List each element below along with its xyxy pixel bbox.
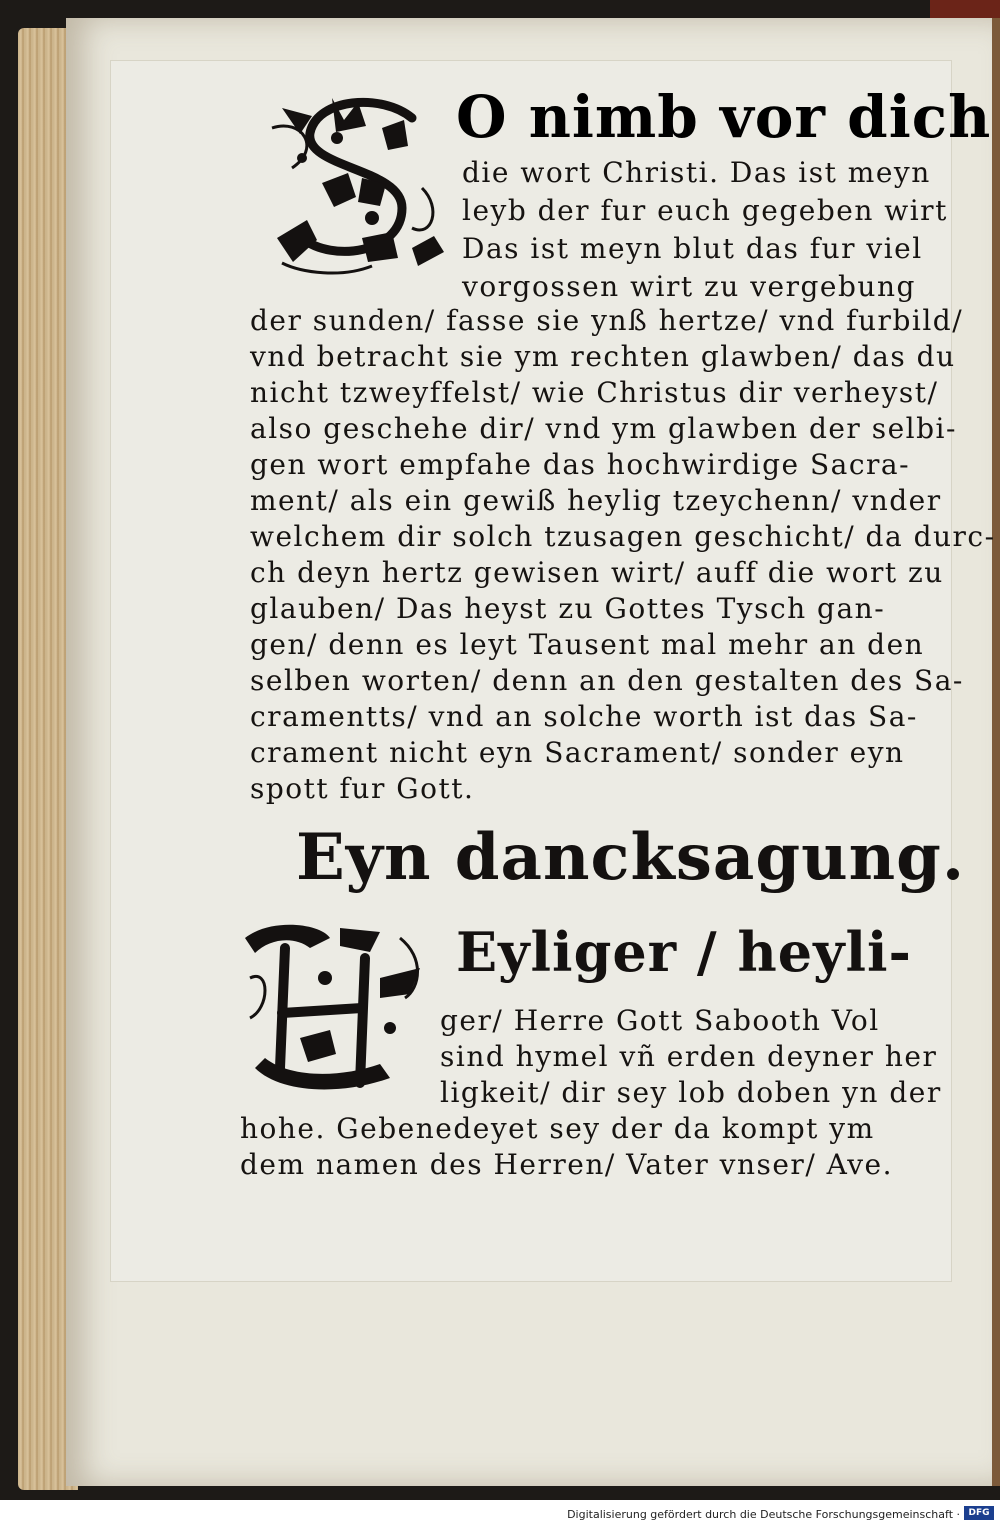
text-line: ch deyn hertz gewisen wirt/ auff die wort zu	[250, 556, 944, 589]
text-line: sind hymel vñ erden deyner her	[440, 1040, 938, 1073]
text-line: ger/ Herre Gott Sabooth Vol	[440, 1004, 880, 1037]
decorated-initial-h-image	[240, 918, 430, 1098]
text-line: selben worten/ denn an den gestalten des Sa-	[250, 664, 964, 697]
decorated-initial-s-image	[262, 88, 452, 280]
section-headline: Eyliger / heyli-	[456, 920, 912, 984]
text-line: hohe. Gebenedeyet sey der da kompt ym	[240, 1112, 875, 1145]
text-line: leyb der fur euch gegeben wirt	[462, 194, 948, 227]
book-binding-edge	[992, 18, 1000, 1486]
text-line: crament nicht eyn Sacrament/ sonder eyn	[250, 736, 905, 769]
text-line: glauben/ Das heyst zu Gottes Tysch gan-	[250, 592, 886, 625]
text-line: gen wort empfahe das hochwirdige Sacra-	[250, 448, 911, 481]
text-line: dem namen des Herren/ Vater vnser/ Ave.	[240, 1148, 894, 1181]
text-line: vorgossen wirt zu vergebung	[462, 270, 916, 303]
text-line: vnd betracht sie ym rechten glawben/ das du	[250, 340, 956, 373]
text-line: cramentts/ vnd an solche worth ist das Sa-	[250, 700, 918, 733]
text-line: die wort Christi. Das ist meyn	[462, 156, 931, 189]
text-line: ment/ als ein gewiß heylig tzeychenn/ vnder	[250, 484, 942, 517]
footer-credit: Digitalisierung gefördert durch die Deutsche Forschungsgemeinschaft ·	[567, 1508, 960, 1521]
book-cover-corner	[930, 0, 1000, 18]
text-line: ligkeit/ dir sey lob doben yn der	[440, 1076, 942, 1109]
section-headline: O nimb vor dich	[456, 83, 992, 151]
text-line: welchem dir solch tzusagen geschicht/ da durc-	[250, 520, 996, 553]
text-line: also geschehe dir/ vnd ym glawben der selbi-	[250, 412, 957, 445]
text-line: gen/ denn es leyt Tausent mal mehr an den	[250, 628, 925, 661]
text-line: der sunden/ fasse sie ynß hertze/ vnd furbild/	[250, 304, 964, 337]
dfg-logo: DFG	[964, 1506, 994, 1520]
text-line: Das ist meyn blut das fur viel	[462, 232, 923, 265]
text-line: nicht tzweyffelst/ wie Christus dir verheyst/	[250, 376, 939, 409]
section-title: Eyn dancksagung.	[296, 820, 966, 895]
text-line: spott fur Gott.	[250, 772, 475, 805]
